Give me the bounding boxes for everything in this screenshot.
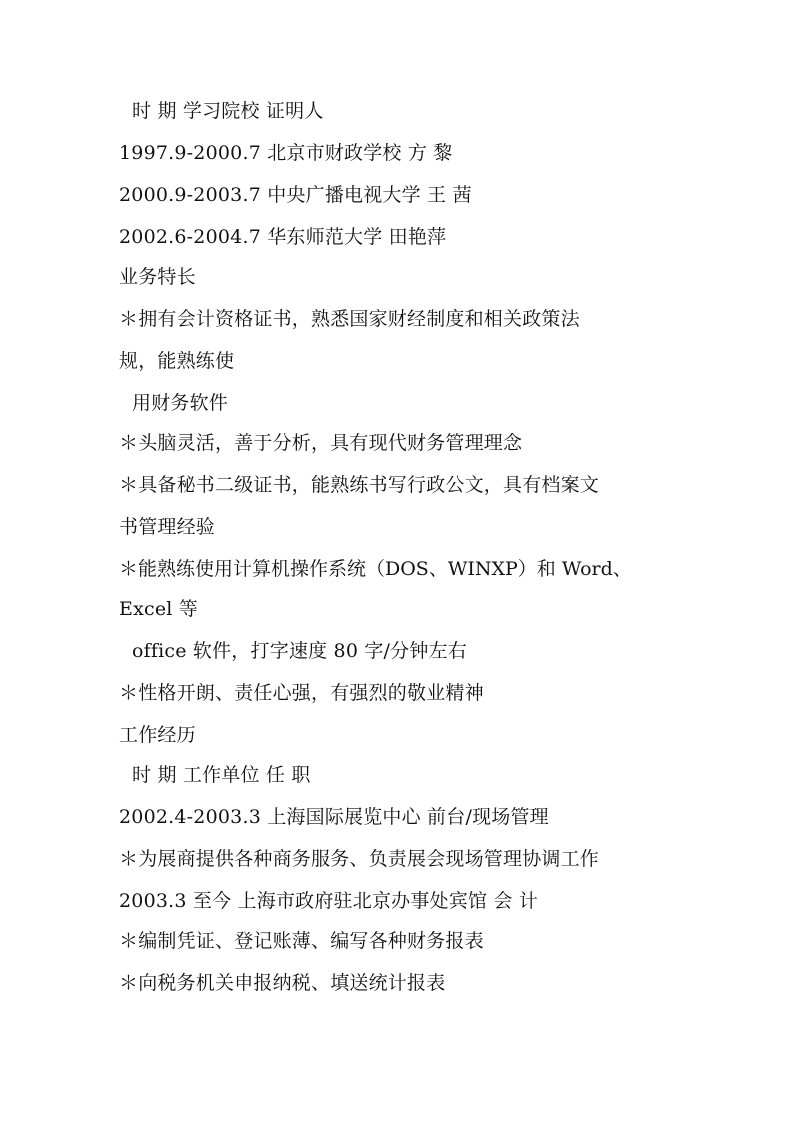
skill-item-continuation: 规，能熟练使 [119, 350, 235, 372]
skill-item-continuation: 用财务软件 [132, 392, 229, 414]
work-row: 2002.4-2003.3 上海国际展览中心 前台/现场管理 [119, 806, 549, 828]
education-row: 2000.9-2003.7 中央广播电视大学 王 茜 [119, 184, 472, 206]
skill-item: ＊能熟练使用计算机操作系统（DOS、WINXP）和 Word、 [119, 558, 632, 580]
skills-section-title: 业务特长 [119, 266, 196, 288]
skill-item: ＊拥有会计资格证书，熟悉国家财经制度和相关政策法 [119, 308, 580, 330]
work-duty-item: ＊编制凭证、登记账薄、编写各种财务报表 [119, 930, 484, 952]
work-row: 2003.3 至今 上海市政府驻北京办事处宾馆 会 计 [119, 890, 539, 912]
skill-item-continuation: Excel 等 [119, 598, 198, 620]
work-duty-item: ＊向税务机关申报纳税、填送统计报表 [119, 972, 446, 994]
skill-item-continuation: office 软件，打字速度 80 字/分钟左右 [132, 640, 467, 662]
education-row: 2002.6-2004.7 华东师范大学 田艳萍 [119, 226, 447, 248]
work-table-header: 时 期 工作单位 任 职 [132, 764, 311, 786]
work-duty-item: ＊为展商提供各种商务服务、负责展会现场管理协调工作 [119, 848, 600, 870]
education-table-header: 时 期 学习院校 证明人 [132, 100, 324, 122]
skill-item: ＊头脑灵活，善于分析，具有现代财务管理理念 [119, 432, 523, 454]
work-section-title: 工作经历 [119, 724, 196, 746]
skill-item-continuation: 书管理经验 [119, 516, 216, 538]
skill-item: ＊性格开朗、责任心强，有强烈的敬业精神 [119, 682, 484, 704]
skill-item: ＊具备秘书二级证书，能熟练书写行政公文，具有档案文 [119, 474, 600, 496]
education-row: 1997.9-2000.7 北京市财政学校 方 黎 [119, 142, 453, 164]
